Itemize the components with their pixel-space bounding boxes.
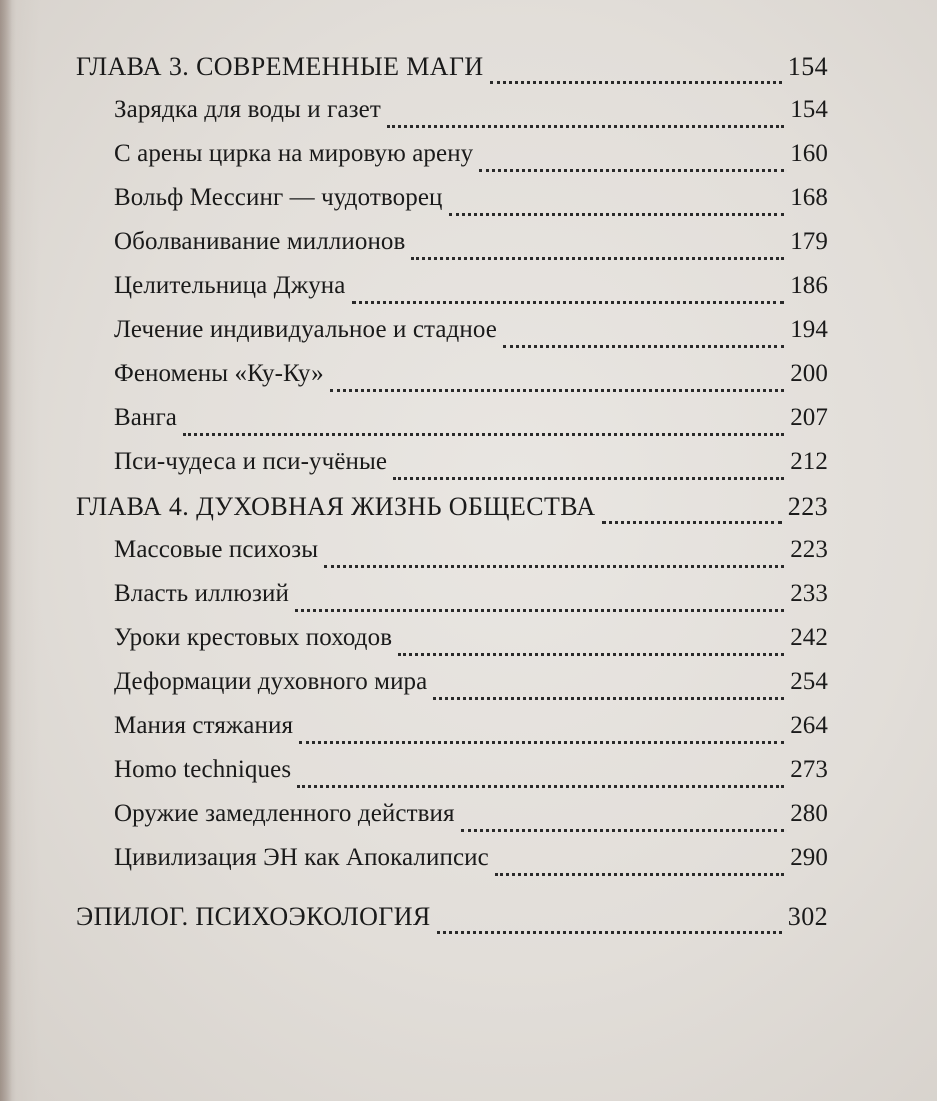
dot-leader <box>503 345 784 348</box>
toc-entry-page: 273 <box>790 756 828 783</box>
toc-entry-page: 194 <box>790 316 828 343</box>
toc-section <box>76 756 828 800</box>
toc-entry-page: 212 <box>790 448 828 475</box>
toc-section <box>76 96 828 140</box>
toc-entry-page: 302 <box>787 902 828 931</box>
toc-entry-page: 233 <box>790 580 828 607</box>
dot-leader <box>398 653 784 656</box>
toc-entry-page: 223 <box>790 536 828 563</box>
dot-leader <box>297 785 784 788</box>
toc-entry-page: 264 <box>790 712 828 739</box>
dot-leader <box>411 257 784 260</box>
toc-entry-title: Массовые психозы <box>114 536 319 563</box>
toc-entry-page: 207 <box>790 404 828 431</box>
toc-entry-title: ЭПИЛОГ. ПСИХОЭКОЛОГИЯ <box>76 902 431 931</box>
toc-entry-page: 242 <box>790 624 828 651</box>
toc-entry-title: Уроки крестовых походов <box>114 624 393 651</box>
toc-entry-title: Деформации духовного мира <box>114 668 428 695</box>
dot-leader <box>324 565 784 568</box>
toc-section <box>76 316 828 360</box>
toc-section <box>76 140 828 184</box>
dot-leader <box>352 301 785 304</box>
spine-shadow <box>0 0 12 1101</box>
toc-section <box>76 844 828 888</box>
toc-section <box>76 712 828 756</box>
toc-epilogue <box>76 902 828 946</box>
toc-entry-title: Лечение индивидуальное и стадное <box>114 316 497 343</box>
dot-leader <box>495 873 784 876</box>
toc-entry-page: 290 <box>790 844 828 871</box>
toc-entry-title: Феномены «Ку-Ку» <box>114 360 324 387</box>
dot-leader <box>393 477 784 480</box>
toc-entry-title: Оружие замедленного действия <box>114 800 455 827</box>
dot-leader <box>295 609 784 612</box>
dot-leader <box>433 697 784 700</box>
dot-leader <box>479 169 784 172</box>
toc-entry-title: Ванга <box>114 404 177 431</box>
toc-entry-title: Зарядка для воды и газет <box>114 96 381 123</box>
dot-leader <box>299 741 784 744</box>
toc-entry-page: 179 <box>790 228 828 255</box>
toc-entry-title: Власть иллюзий <box>114 580 289 607</box>
toc-entry-title: Homo techniques <box>114 756 292 783</box>
dot-leader <box>330 389 784 392</box>
dot-leader <box>449 213 784 216</box>
toc-entry-page: 223 <box>787 492 828 521</box>
dot-leader <box>387 125 784 128</box>
dot-leader <box>437 931 782 934</box>
toc-entry-page: 186 <box>790 272 828 299</box>
toc-entry-title: Цивилизация ЭН как Апокалипсис <box>114 844 489 871</box>
toc-section <box>76 404 828 448</box>
toc-entry-page: 154 <box>787 52 828 81</box>
toc-entry-title: ГЛАВА 3. СОВРЕМЕННЫЕ МАГИ <box>76 52 484 81</box>
dot-leader <box>461 829 784 832</box>
toc-section <box>76 228 828 272</box>
dot-leader <box>490 81 782 84</box>
toc-section <box>76 800 828 844</box>
table-of-contents <box>76 52 828 946</box>
dot-leader <box>183 433 784 436</box>
toc-entry-title: Мания стяжания <box>114 712 294 739</box>
toc-section <box>76 272 828 316</box>
toc-section <box>76 668 828 712</box>
toc-section <box>76 580 828 624</box>
toc-entry-title: ГЛАВА 4. ДУХОВНАЯ ЖИЗНЬ ОБЩЕСТВА <box>76 492 596 521</box>
toc-entry-title: Целительница Джуна <box>114 272 346 299</box>
toc-entry-title: Оболванивание миллионов <box>114 228 406 255</box>
toc-chapter-3 <box>76 52 828 96</box>
toc-entry-page: 154 <box>790 96 828 123</box>
toc-entry-page: 168 <box>790 184 828 211</box>
toc-section <box>76 184 828 228</box>
toc-chapter-4 <box>76 492 828 536</box>
toc-section <box>76 360 828 404</box>
toc-section <box>76 624 828 668</box>
toc-entry-page: 200 <box>790 360 828 387</box>
dot-leader <box>602 521 782 524</box>
toc-entry-page: 280 <box>790 800 828 827</box>
toc-entry-title: С арены цирка на мировую арену <box>114 140 474 167</box>
toc-section <box>76 448 828 492</box>
toc-entry-title: Пси-чудеса и пси-учёные <box>114 448 388 475</box>
toc-entry-page: 160 <box>790 140 828 167</box>
toc-entry-title: Вольф Мессинг — чудотворец <box>114 184 443 211</box>
toc-section <box>76 536 828 580</box>
toc-entry-page: 254 <box>790 668 828 695</box>
